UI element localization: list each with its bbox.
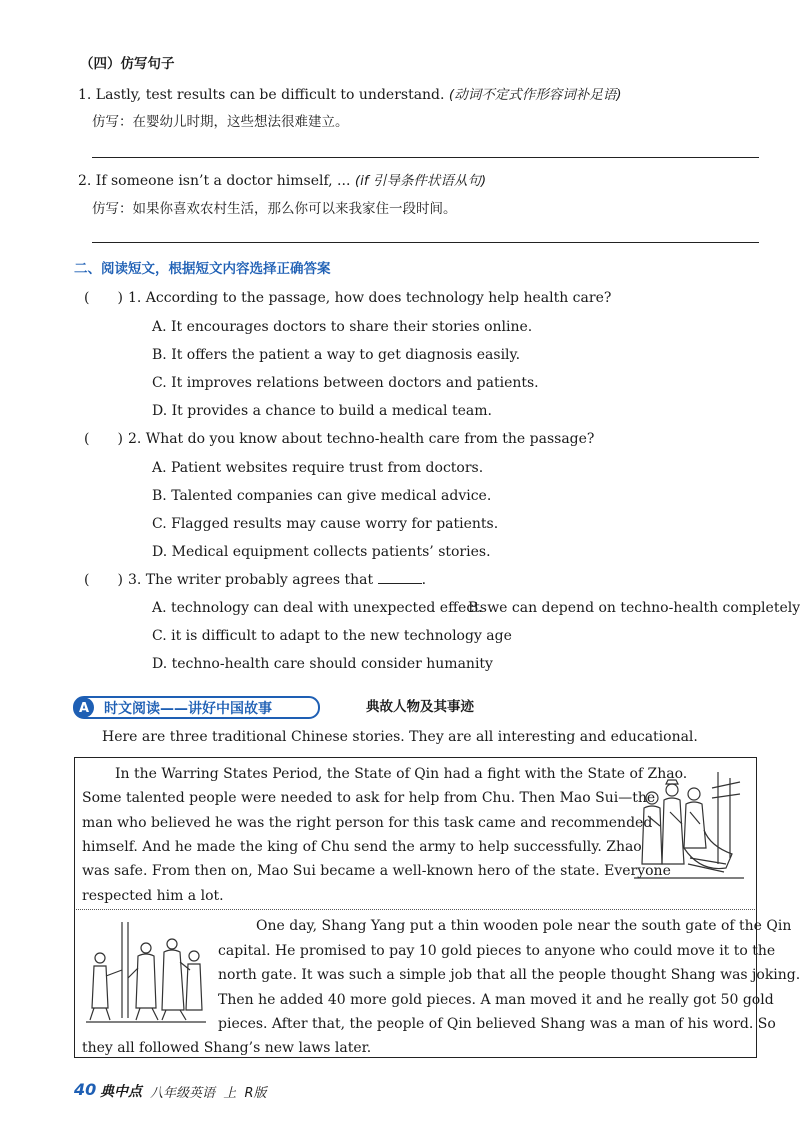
story-line: north gate. It was such a simple job that all the people thought Shang was joking. xyxy=(218,967,800,983)
story-line: One day, Shang Yang put a thin wooden pole near the south gate of the Qin xyxy=(256,918,792,934)
option: A. It encourages doctors to share their stories online. xyxy=(152,319,533,335)
story-line: Some talented people were needed to ask for help from Chu. Then Mao Sui—the xyxy=(82,790,656,806)
answer-bracket[interactable]: ( ) xyxy=(84,431,123,447)
option: D. Medical equipment collects patients’ stories. xyxy=(152,544,491,560)
story-line: capital. He promised to pay 10 gold pieces to anyone who could move it to the xyxy=(218,943,776,959)
option: A. technology can deal with unexpected effects xyxy=(152,600,487,616)
story-line: pieces. After that, the people of Qin believed Shang was a man of his word. So xyxy=(218,1016,776,1032)
story-line: In the Warring States Period, the State of Qin had a fight with the State of Zhao. xyxy=(115,766,688,782)
court-scene-illustration xyxy=(630,768,748,880)
translation-prompt: 仿写：如果你喜欢农村生活，那么你可以来我家住一段时间。 xyxy=(92,201,457,217)
story-line: respected him a lot. xyxy=(82,888,224,904)
story-line: they all followed Shang’s new laws later. xyxy=(82,1040,372,1056)
answer-line xyxy=(92,157,759,158)
reading-subtitle: 典故人物及其事迹 xyxy=(366,699,474,715)
page-number: 40 xyxy=(74,1080,97,1099)
translation-prompt: 仿写：在婴幼儿时期，这些想法很难建立。 xyxy=(92,114,349,130)
story-line: man who believed he was the right person for this task came and recommended xyxy=(82,815,653,831)
reading-badge xyxy=(72,695,322,720)
option: B. we can depend on techno-health completely xyxy=(468,600,800,616)
section-heading: （四）仿写句子 xyxy=(80,56,175,72)
option: B. Talented companies can give medical advice. xyxy=(152,488,492,504)
story-line: Then he added 40 more gold pieces. A man moved it and he really got 50 gold xyxy=(218,992,774,1008)
question-stem: 1. According to the passage, how does technology help health care? xyxy=(128,290,612,306)
answer-line xyxy=(92,242,759,243)
option: C. It improves relations between doctors and patients. xyxy=(152,375,539,391)
answer-bracket[interactable]: ( ) xyxy=(84,290,123,306)
story-line: was safe. From then on, Mao Sui became a well-known hero of the state. Everyone xyxy=(82,863,671,879)
reading-intro: Here are three traditional Chinese stories. They are all interesting and educational. xyxy=(102,729,698,745)
story-divider xyxy=(76,909,755,910)
option: C. it is difficult to adapt to the new technology age xyxy=(152,628,512,644)
pole-scene-illustration xyxy=(82,918,210,1026)
option: B. It offers the patient a way to get diagnosis easily. xyxy=(152,347,521,363)
part-heading: 二、阅读短文，根据短文内容选择正确答案 xyxy=(74,261,331,277)
fill-blank[interactable] xyxy=(378,571,422,584)
story-line: himself. And he made the king of Chu send the army to help successfully. Zhao xyxy=(82,839,642,855)
option: A. Patient websites require trust from doctors. xyxy=(152,460,484,476)
badge-label: 时文阅读——讲好中国故事 xyxy=(104,701,272,717)
question-stem: 3. The writer probably agrees that . xyxy=(128,572,427,588)
brand-logo: 典中点 xyxy=(100,1084,142,1100)
exercise-sentence: 1. Lastly, test results can be difficult to understand. (动词不定式作形容词补足语) xyxy=(78,87,622,103)
option: D. It provides a chance to build a medical team. xyxy=(152,403,492,419)
svg-text:A: A xyxy=(78,701,90,716)
book-title: 八年级英语 上 R版 xyxy=(150,1086,267,1101)
exercise-sentence: 2. If someone isn’t a doctor himself, ... (if 引导条件状语从句) xyxy=(78,173,487,189)
option: D. techno-health care should consider humanity xyxy=(152,656,493,672)
option: C. Flagged results may cause worry for patients. xyxy=(152,516,499,532)
question-stem: 2. What do you know about techno-health care from the passage? xyxy=(128,431,595,447)
answer-bracket[interactable]: ( ) xyxy=(84,572,123,588)
